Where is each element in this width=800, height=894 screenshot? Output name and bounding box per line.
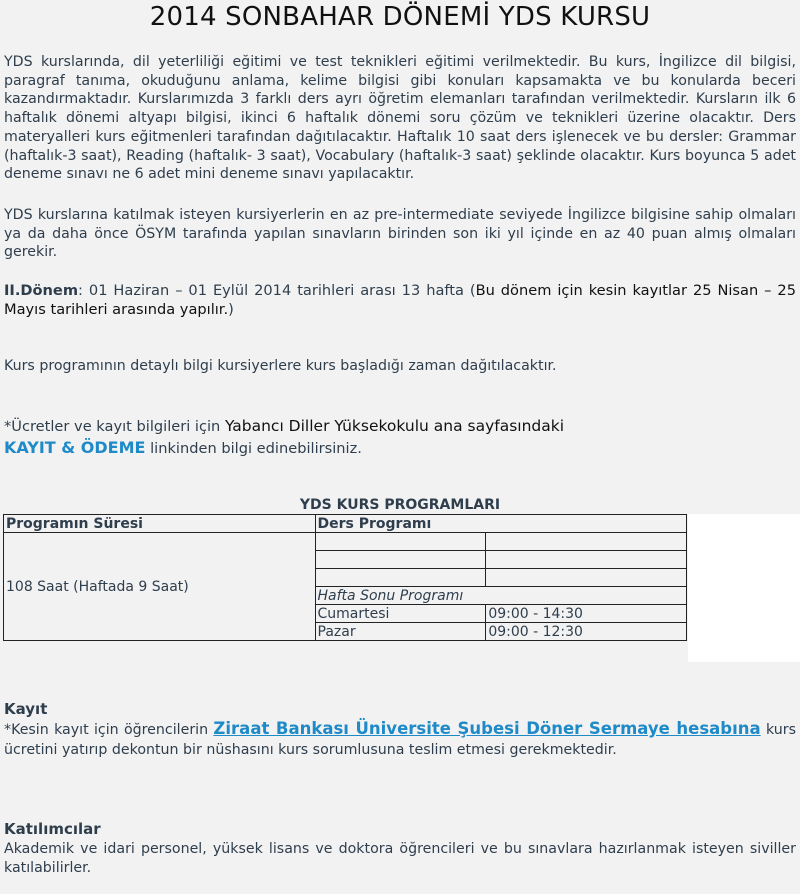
term-close: ) bbox=[228, 300, 234, 318]
program-duration: 108 Saat (Haftada 9 Saat) bbox=[4, 533, 316, 641]
kayit-odeme-link[interactable]: KAYIT & ÖDEME bbox=[4, 438, 146, 457]
table-header-row bbox=[4, 515, 687, 533]
bank-account-link[interactable]: Ziraat Bankası Üniversite Şubesi Döner Sermaye hesabına bbox=[213, 719, 761, 738]
fees-suffix: linkinden bilgi edinebilirsiniz. bbox=[145, 440, 362, 457]
col-schedule-header: Ders Programı bbox=[315, 515, 686, 533]
fees-prefix: *Ücretler ve kayıt bilgileri için bbox=[4, 418, 225, 435]
program-note: Kurs programının detaylı bilgi kursiyerlere kurs başladığı zaman dağıtılacaktır. bbox=[4, 358, 557, 374]
fees-paragraph bbox=[4, 416, 796, 459]
schedule-time: 09:00 - 14:30 bbox=[486, 605, 687, 623]
schedule-time: 09:00 - 12:30 bbox=[486, 623, 687, 641]
programs-table bbox=[3, 514, 687, 641]
kayit-heading: Kayıt bbox=[4, 700, 48, 718]
term-label: II.Dönem bbox=[4, 282, 79, 299]
table-cell-empty bbox=[315, 533, 486, 551]
term-paragraph bbox=[4, 282, 796, 319]
table-side-block bbox=[688, 514, 800, 662]
term-registration: Bu dönem için kesin kayıtlar 25 Nisan – 25 Mayıs tarihleri arasında yapılır. bbox=[4, 282, 796, 318]
table-row bbox=[4, 533, 687, 551]
participants-paragraph: Akademik ve idari personel, yüksek lisans ve doktora öğrencileri ve bu sınavlara hazırlanmak isteyen siviller katılabilirler. bbox=[4, 841, 796, 876]
table-cell-empty bbox=[315, 551, 486, 569]
intro-paragraph: YDS kurslarında, dil yeterliliği eğitimi ve test teknikleri eğitimi verilmektedir. Bu kurs, İngilizce dil bilgisi, paragraf tanıma, okuduğunu anlama, kelime bilgisi gibi konuları kapsamakta ve bu konularda beceri kazandırmaktadır. Kurslarımızda 3 farklı ders ayrı öğretim elemanları tarafından verilmektedir. Kursların ilk 6 haftalık dönemi altyapı bilgisi, ikinci 6 haftalık dönemi soru çözüm ve teknikleri üzerine olacaktır. Ders materyalleri kurs eğitmenleri tarafından dağıtılacaktır. Haftalık 10 saat ders işlenecek ve bu dersler: Grammar (haftalık-3 saat), Reading (haftalık- 3 saat), Vocabulary (haftalık-3 saat) şeklinde olacaktır. Kurs boyunca 5 adet deneme sınavı ne 6 adet mini deneme sınavı yapılacaktır. bbox=[4, 54, 796, 183]
col-duration-header: Programın Süresi bbox=[4, 515, 316, 533]
page-title: 2014 SONBAHAR DÖNEMİ YDS KURSU bbox=[149, 2, 651, 32]
schedule-day: Cumartesi bbox=[315, 605, 486, 623]
schedule-day: Pazar bbox=[315, 623, 486, 641]
fees-school: Yabancı Diller Yüksekokulu ana sayfasındaki bbox=[224, 417, 565, 435]
kayit-paragraph bbox=[4, 719, 796, 760]
kayit-suffix: kurs ücretini yatırıp dekontun bir nüshasını kurs sorumlusuna teslim etmesi gerekmektedir. bbox=[4, 722, 796, 758]
programs-title: YDS KURS PROGRAMLARI bbox=[299, 497, 501, 513]
table-cell-empty bbox=[315, 569, 486, 587]
table-cell-empty bbox=[486, 533, 687, 551]
participants-heading: Katılımcılar bbox=[4, 820, 101, 838]
term-dates: : 01 Haziran – 01 Eylül 2014 tarihleri arası 13 hafta ( bbox=[78, 282, 476, 299]
table-cell-empty bbox=[486, 551, 687, 569]
requirement-paragraph: YDS kurslarına katılmak isteyen kursiyerlerin en az pre-intermediate seviyede İngilizce bilgisine sahip olmaları ya da daha önce ÖSYM tarafında yapılan sınavların birinden son iki yıl içinde en az 40 puan almış olmaları gerekir. bbox=[4, 207, 796, 261]
weekend-program-label: Hafta Sonu Programı bbox=[315, 587, 686, 605]
table-cell-empty bbox=[486, 569, 687, 587]
kayit-prefix: *Kesin kayıt için öğrencilerin bbox=[4, 722, 214, 738]
